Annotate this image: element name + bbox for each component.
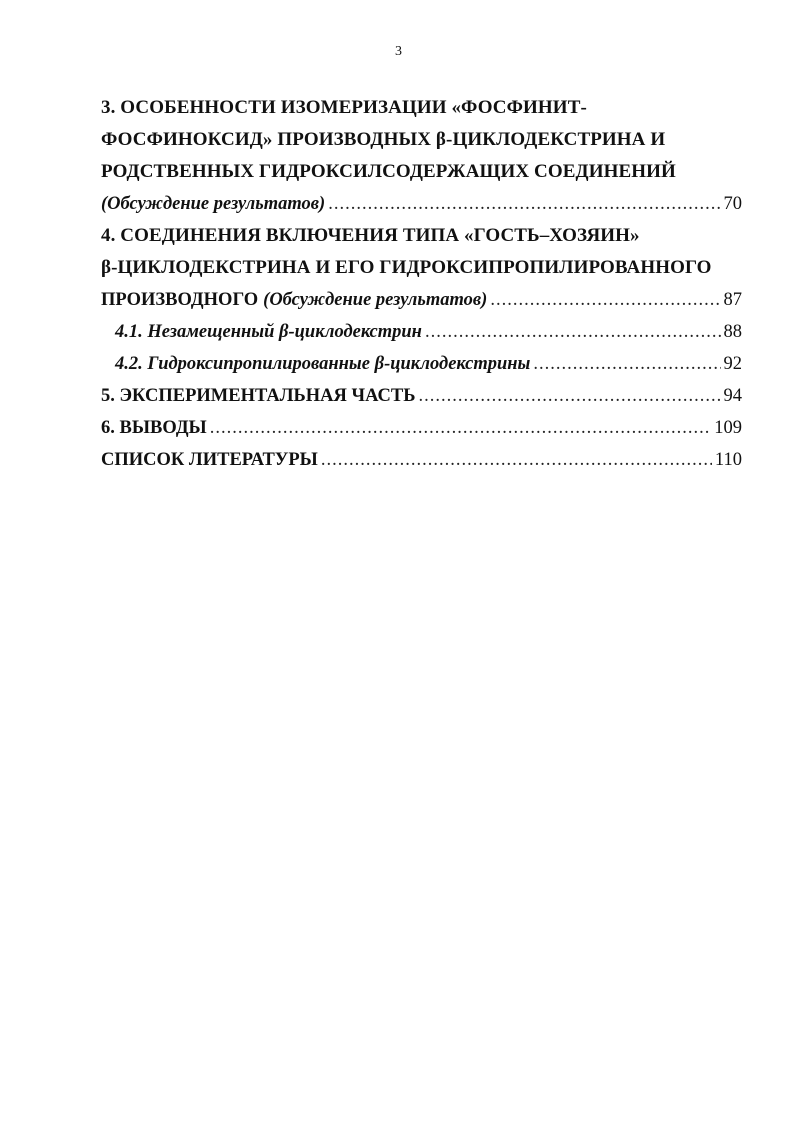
toc-section-3-page: 70	[723, 194, 742, 214]
dot-leader	[490, 284, 720, 316]
dot-leader	[328, 188, 720, 220]
toc-section-6-label: 6. ВЫВОДЫ	[101, 418, 207, 438]
toc-section-5-entry	[101, 380, 742, 412]
dot-leader	[210, 412, 712, 444]
toc-section-4-2-entry	[101, 348, 742, 380]
toc-section-3-note: (Обсуждение результатов)	[101, 194, 326, 214]
toc-references-label: СПИСОК ЛИТЕРАТУРЫ	[101, 450, 318, 470]
toc-references-page: 110	[714, 450, 742, 470]
toc-section-6-entry	[101, 412, 742, 444]
toc-section-4-2-page: 92	[723, 354, 742, 374]
toc-section-3-line-1: 3. ОСОБЕННОСТИ ИЗОМЕРИЗАЦИИ «ФОСФИНИТ-	[101, 97, 587, 118]
dot-leader	[418, 380, 720, 412]
toc-section-4-line-3: ПРОИЗВОДНОГО	[101, 290, 259, 310]
toc-section-4-1-label: 4.1. Незамещенный β-циклодекстрин	[115, 322, 422, 342]
toc-section-4-1-entry	[101, 316, 742, 348]
toc-section-4-2-label: 4.2. Гидроксипропилированные β-циклодекстрины	[115, 354, 531, 374]
dot-leader	[533, 348, 720, 380]
dot-leader	[425, 316, 721, 348]
toc-section-3-line-3: РОДСТВЕННЫХ ГИДРОКСИЛСОДЕРЖАЩИХ СОЕДИНЕНИЙ	[101, 161, 676, 182]
toc-references-entry	[101, 444, 742, 476]
toc-section-4-line-1: 4. СОЕДИНЕНИЯ ВКЛЮЧЕНИЯ ТИПА «ГОСТЬ–ХОЗЯИН»	[101, 225, 640, 246]
toc-section-6-page: 109	[714, 418, 742, 438]
toc-section-4-page: 87	[723, 290, 742, 310]
toc-section-4-line-2: β-ЦИКЛОДЕКСТРИНА И ЕГО ГИДРОКСИПРОПИЛИРОВАННОГО	[101, 257, 712, 278]
toc-section-4-entry	[101, 284, 742, 316]
toc-section-3-entry	[101, 188, 742, 220]
toc-section-3-line-2: ФОСФИНОКСИД» ПРОИЗВОДНЫХ β-ЦИКЛОДЕКСТРИНА И	[101, 129, 666, 150]
page-number: 3	[395, 44, 402, 59]
toc-section-5-label: 5. ЭКСПЕРИМЕНТАЛЬНАЯ ЧАСТЬ	[101, 386, 416, 406]
dot-leader	[321, 444, 712, 476]
toc-section-4-note: (Обсуждение результатов)	[263, 290, 488, 310]
table-of-contents	[101, 92, 742, 476]
toc-section-4-1-page: 88	[723, 322, 742, 342]
toc-section-5-page: 94	[723, 386, 742, 406]
